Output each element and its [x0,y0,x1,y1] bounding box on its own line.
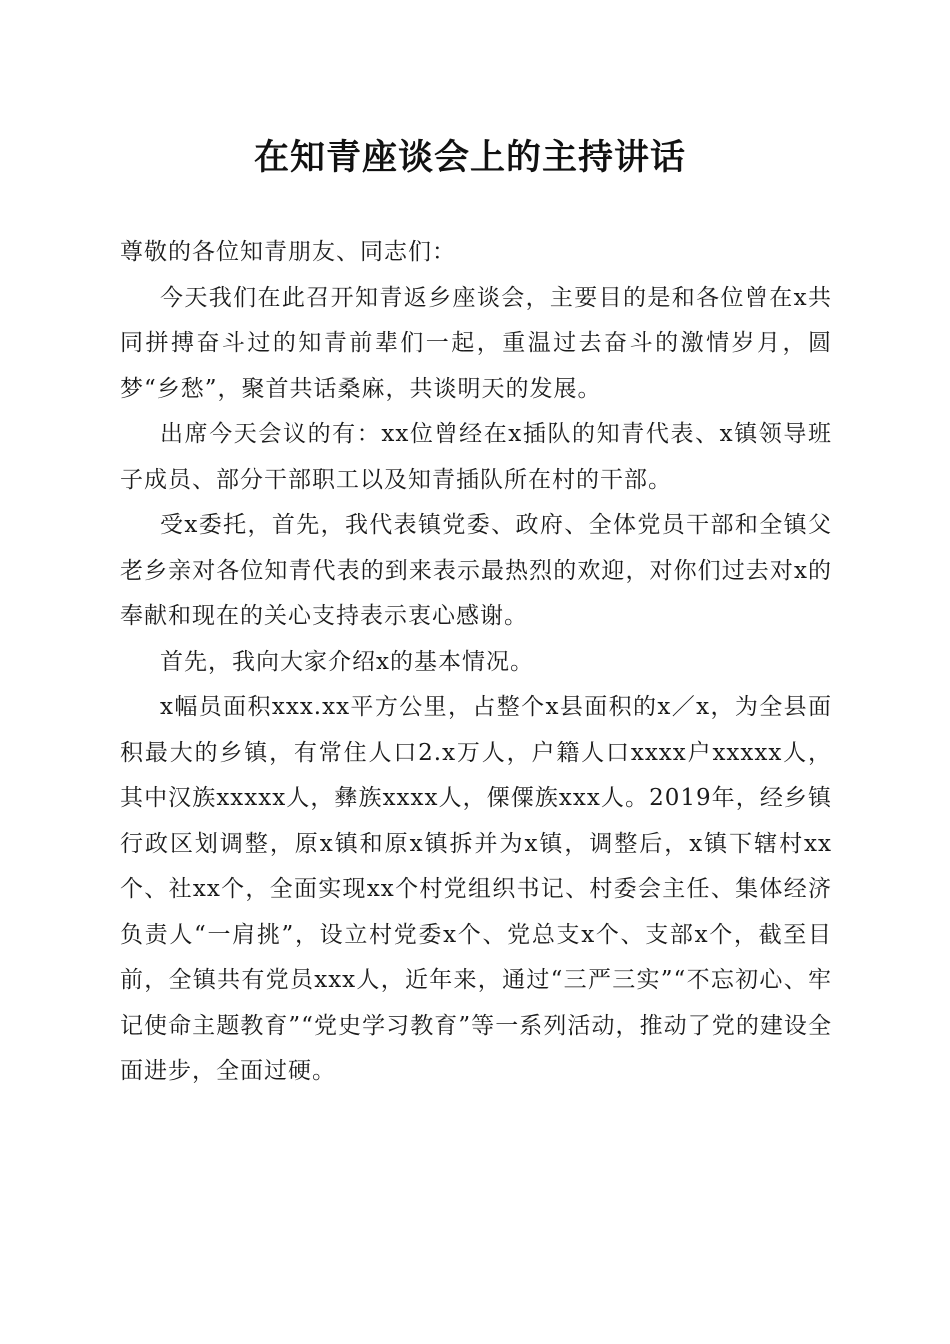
paragraph-purpose: 今天我们在此召开知青返乡座谈会，主要目的是和各位曾在x共同拼搏奋斗过的知青前辈们一起，重温过去奋斗的激情岁月，圆梦“乡愁”，聚首共话桑麻，共谈明天的发展。 [120,284,832,402]
paragraph-attendees: 出席今天会议的有：xx位曾经在x插队的知青代表、x镇领导班子成员、部分干部职工以及知青插队所在村的干部。 [120,421,832,493]
paragraph-intro: 首先，我向大家介绍x的基本情况。 [160,648,534,675]
document-body [120,230,832,1095]
paragraph-welcome: 受x委托，首先，我代表镇党委、政府、全体党员干部和全镇父老乡亲对各位知青代表的到来表示最热烈的欢迎，对你们过去对x的奉献和现在的关心支持表示衷心感谢。 [120,512,832,629]
paragraph-overview: x幅员面积xxx.xx平方公里，占整个x县面积的x／x，为全县面积最大的乡镇，有常住人口2.x万人，户籍人口xxxx户xxxxx人，其中汉族xxxxx人，彝族xxxx人，傈僳族xxx人。2019年，经乡镇行政区划调整，原x镇和原x镇拆并为x镇，调整后，x镇下辖村xx个、社xx个，全面实现xx个村党组织书记、村委会主任、集体经济负责人“一肩挑”，设立村党委x个、党总支x个、支部x个，截至目前，全镇共有党员xxx人，近年来，通过“三严三实”“不忘初心、牢记使命主题教育”“党史学习教育”等一系列活动，推动了党的建设全面进步，全面过硬。 [120,694,832,1084]
greeting-line: 尊敬的各位知青朋友、同志们： [120,239,456,265]
document-title: 在知青座谈会上的主持讲话 [253,137,686,178]
